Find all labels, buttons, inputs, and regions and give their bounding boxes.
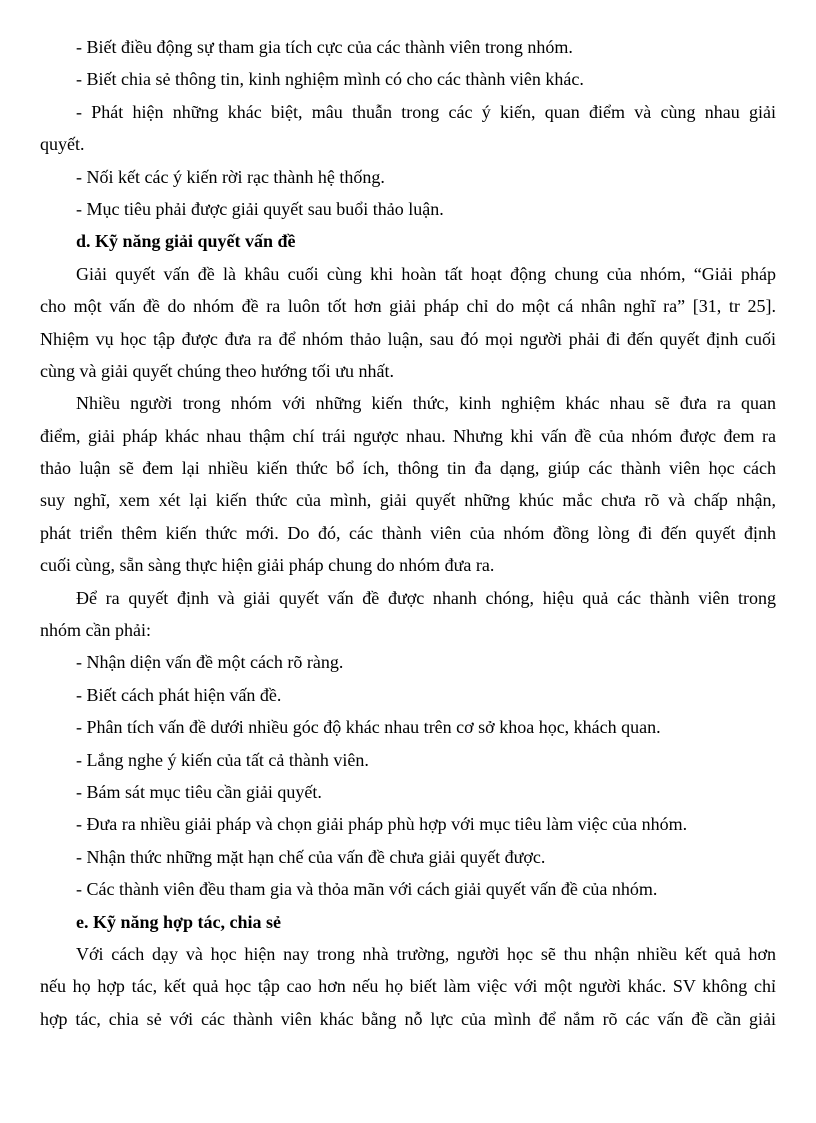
- bullet-line: - Nối kết các ý kiến rời rạc thành hệ thống.: [76, 166, 385, 187]
- bullet-line: - Nhận thức những mặt hạn chế của vấn đề chưa giải quyết được.: [76, 846, 546, 867]
- bullet-line: - Đưa ra nhiều giải pháp và chọn giải pháp phù hợp với mục tiêu làm việc của nhóm.: [76, 814, 688, 835]
- bullet-line: - Biết cách phát hiện vấn đề.: [76, 684, 282, 705]
- paragraph-line: Nhiệm vụ học tập được đưa ra để nhóm thảo luận, sau đó mọi người phải đi đến quyết định cuối: [40, 328, 776, 349]
- bullet-line: - Bám sát mục tiêu cần giải quyết.: [76, 781, 322, 802]
- paragraph-line: hợp tác, chia sẻ với các thành viên khác bằng nỗ lực của mình để nắm rõ các vấn đề cần giải: [40, 1008, 776, 1029]
- paragraph-line: Nhiều người trong nhóm với những kiến thức, kinh nghiệm khác nhau sẽ đưa ra quan: [76, 393, 776, 414]
- section-heading: e. Kỹ năng hợp tác, chia sẻ: [76, 911, 281, 932]
- paragraph-line: nếu họ hợp tác, kết quả học tập cao hơn nếu họ biết làm việc với một người khác. SV không chỉ: [40, 976, 776, 997]
- bullet-line: - Lắng nghe ý kiến của tất cả thành viên.: [76, 749, 369, 770]
- bullet-line: - Các thành viên đều tham gia và thỏa mãn với cách giải quyết vấn đề của nhóm.: [76, 879, 658, 900]
- paragraph-line: cùng và giải quyết chúng theo hướng tối ưu nhất.: [40, 360, 394, 381]
- bullet-line: - Mục tiêu phải được giải quyết sau buổi thảo luận.: [76, 198, 444, 219]
- paragraph-line: phát triển thêm kiến thức mới. Do đó, các thành viên của nhóm đồng lòng đi đến quyết định: [40, 522, 776, 543]
- bullet-line: - Phân tích vấn đề dưới nhiều góc độ khác nhau trên cơ sở khoa học, khách quan.: [76, 717, 661, 738]
- paragraph-line: nhóm cần phải:: [40, 620, 151, 641]
- bullet-line: - Biết chia sẻ thông tin, kinh nghiệm mình có cho các thành viên khác.: [76, 69, 584, 90]
- paragraph-line: Giải quyết vấn đề là khâu cuối cùng khi hoàn tất hoạt động chung của nhóm, “Giải pháp: [76, 263, 776, 284]
- paragraph-line: Để ra quyết định và giải quyết vấn đề được nhanh chóng, hiệu quả các thành viên trong: [76, 587, 776, 608]
- bullet-line: - Nhận diện vấn đề một cách rõ ràng.: [76, 652, 344, 673]
- paragraph-line: Với cách dạy và học hiện nay trong nhà trường, người học sẽ thu nhận nhiều kết quả hơn: [76, 943, 776, 964]
- paragraph-line: thảo luận sẽ đem lại nhiều kiến thức bổ ích, thông tin đa dạng, giúp các thành viên học cách: [40, 458, 776, 479]
- paragraph-line: điểm, giải pháp khác nhau thậm chí trái ngược nhau. Nhưng khi vấn đề của nhóm được đem ra: [40, 425, 776, 446]
- paragraph-line: cho một vấn đề do nhóm đề ra luôn tốt hơn giải pháp chỉ do một cá nhân nghĩ ra” [31, tr 25].: [40, 296, 776, 317]
- continuation-line: quyết.: [40, 134, 85, 155]
- section-heading: d. Kỹ năng giải quyết vấn đề: [76, 231, 296, 252]
- paragraph-line: cuối cùng, sẵn sàng thực hiện giải pháp chung do nhóm đưa ra.: [40, 555, 495, 576]
- paragraph-line: suy nghĩ, xem xét lại kiến thức của mình, giải quyết những khúc mắc chưa rõ và chấp nhận,: [40, 490, 776, 511]
- bullet-line: - Biết điều động sự tham gia tích cực của các thành viên trong nhóm.: [76, 37, 573, 57]
- bullet-line: - Phát hiện những khác biệt, mâu thuẫn trong các ý kiến, quan điểm và cùng nhau giải: [76, 101, 776, 122]
